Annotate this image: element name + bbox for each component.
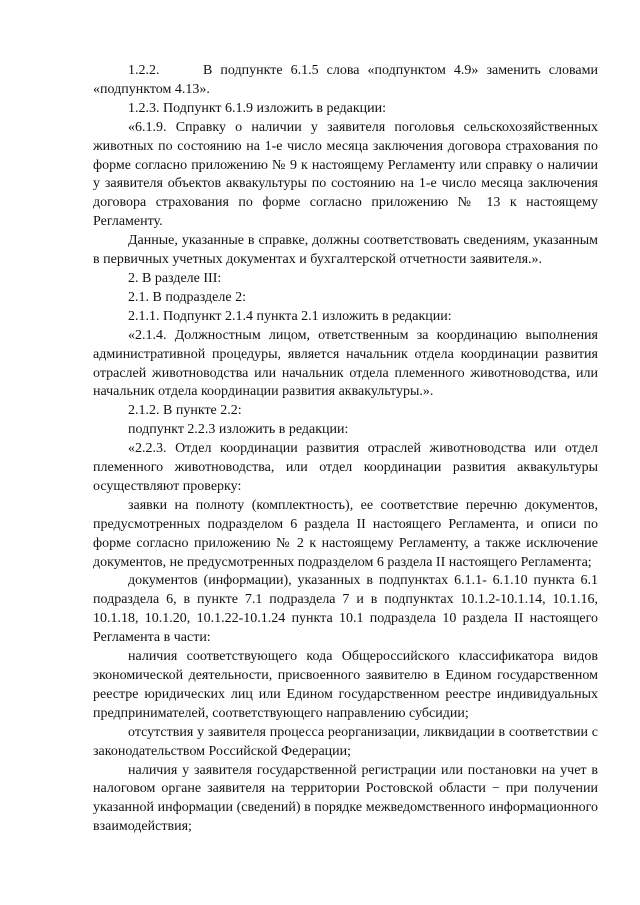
paragraph-2-1-2: 2.1.2. В пункте 2.2: (128, 403, 242, 419)
paragraph-data-note: Данные, указанные в справке, должны соответствовать сведениям, указанным в первичных учетных документах и бухгалтерской отчетности заявителя.». (93, 233, 598, 268)
paragraph-1-2-2 (93, 62, 598, 100)
paragraph-2-1-4: «2.1.4. Должностным лицом, ответственным за координацию выполнения административной процедуры, является начальник отдела координации развития отраслей животноводства или начальник отдела племенного животноводства, или начальник отдела координации развития аквакультуры.». (93, 327, 598, 400)
paragraph-6-1-9: «6.1.9. Справку о наличии у заявителя поголовья сельскохозяйственных животных по состоянию на 1-е число месяца заключения договора страхования по форме согласно приложению № 9 к настоящему Регламенту или справку о наличии у заявителя объектов аквакультуры по состоянию на 1-е число месяца заключения договора страхования по форме согласно приложению № 13 к настоящему Регламенту. (93, 119, 598, 230)
paragraph-2-1-1: 2.1.1. Подпункт 2.1.4 пункта 2.1 изложить в редакции: (128, 308, 452, 324)
paragraph-text: В подпункте 6.1.5 слова «подпунктом 4.9» заменить словами «подпунктом 4.13». (93, 63, 598, 97)
paragraph-applications: заявки на полноту (комплектность), ее соответствие перечню документов, предусмотренных подразделом 6 раздела II настоящего Регламента, и описи по форме согласно приложению № 2 к настоящему Регламенту, а также исключение документов, не предусмотренных подразделом 6 раздела II настоящего Регламента; (93, 497, 598, 570)
paragraph-2-2-3: «2.2.3. Отдел координации развития отраслей животноводства или отдел племенного животноводства, или отдел координации развития аквакультуры осуществляют проверку: (93, 441, 598, 494)
paragraph-no-reorganization: отсутствия у заявителя процесса реорганизации, ликвидации в соответствии с законодательством Российской Федерации; (93, 724, 598, 759)
paragraph-tax-registration: наличия у заявителя государственной регистрации или постановки на учет в налоговом органе заявителя на территории Ростовской области − при получении указанной информации (сведений) в порядке межведомственного информационного взаимодействия; (93, 762, 598, 835)
document-body (93, 62, 598, 837)
paragraph-2-2-3-intro: подпункт 2.2.3 изложить в редакции: (128, 422, 349, 438)
paragraph-1-2-3: 1.2.3. Подпункт 6.1.9 изложить в редакции: (128, 100, 387, 116)
paragraph-2-1: 2.1. В подразделе 2: (128, 289, 246, 305)
paragraph-documents: документов (информации), указанных в подпунктах 6.1.1- 6.1.10 пункта 6.1 подраздела 6, в пункте 7.1 подраздела 7 и в подпунктах 10.1.2-10.1.14, 10.1.16, 10.1.18, 10.1.20, 10.1.22-10.1.24 пункта 10.1 подраздела 10 раздела II настоящего Регламента в части: (93, 573, 598, 646)
paragraph-section-3: 2. В разделе III: (128, 270, 222, 286)
paragraph-okved-code: наличия соответствующего кода Общероссийского классификатора видов экономической деятельности, присвоенного заявителю в Едином государственном реестре юридических лиц или Едином государственном реестре индивидуальных предпринимателей, соответствующего направлению субсидии; (93, 649, 598, 721)
paragraph-number: 1.2.2. (128, 63, 160, 78)
